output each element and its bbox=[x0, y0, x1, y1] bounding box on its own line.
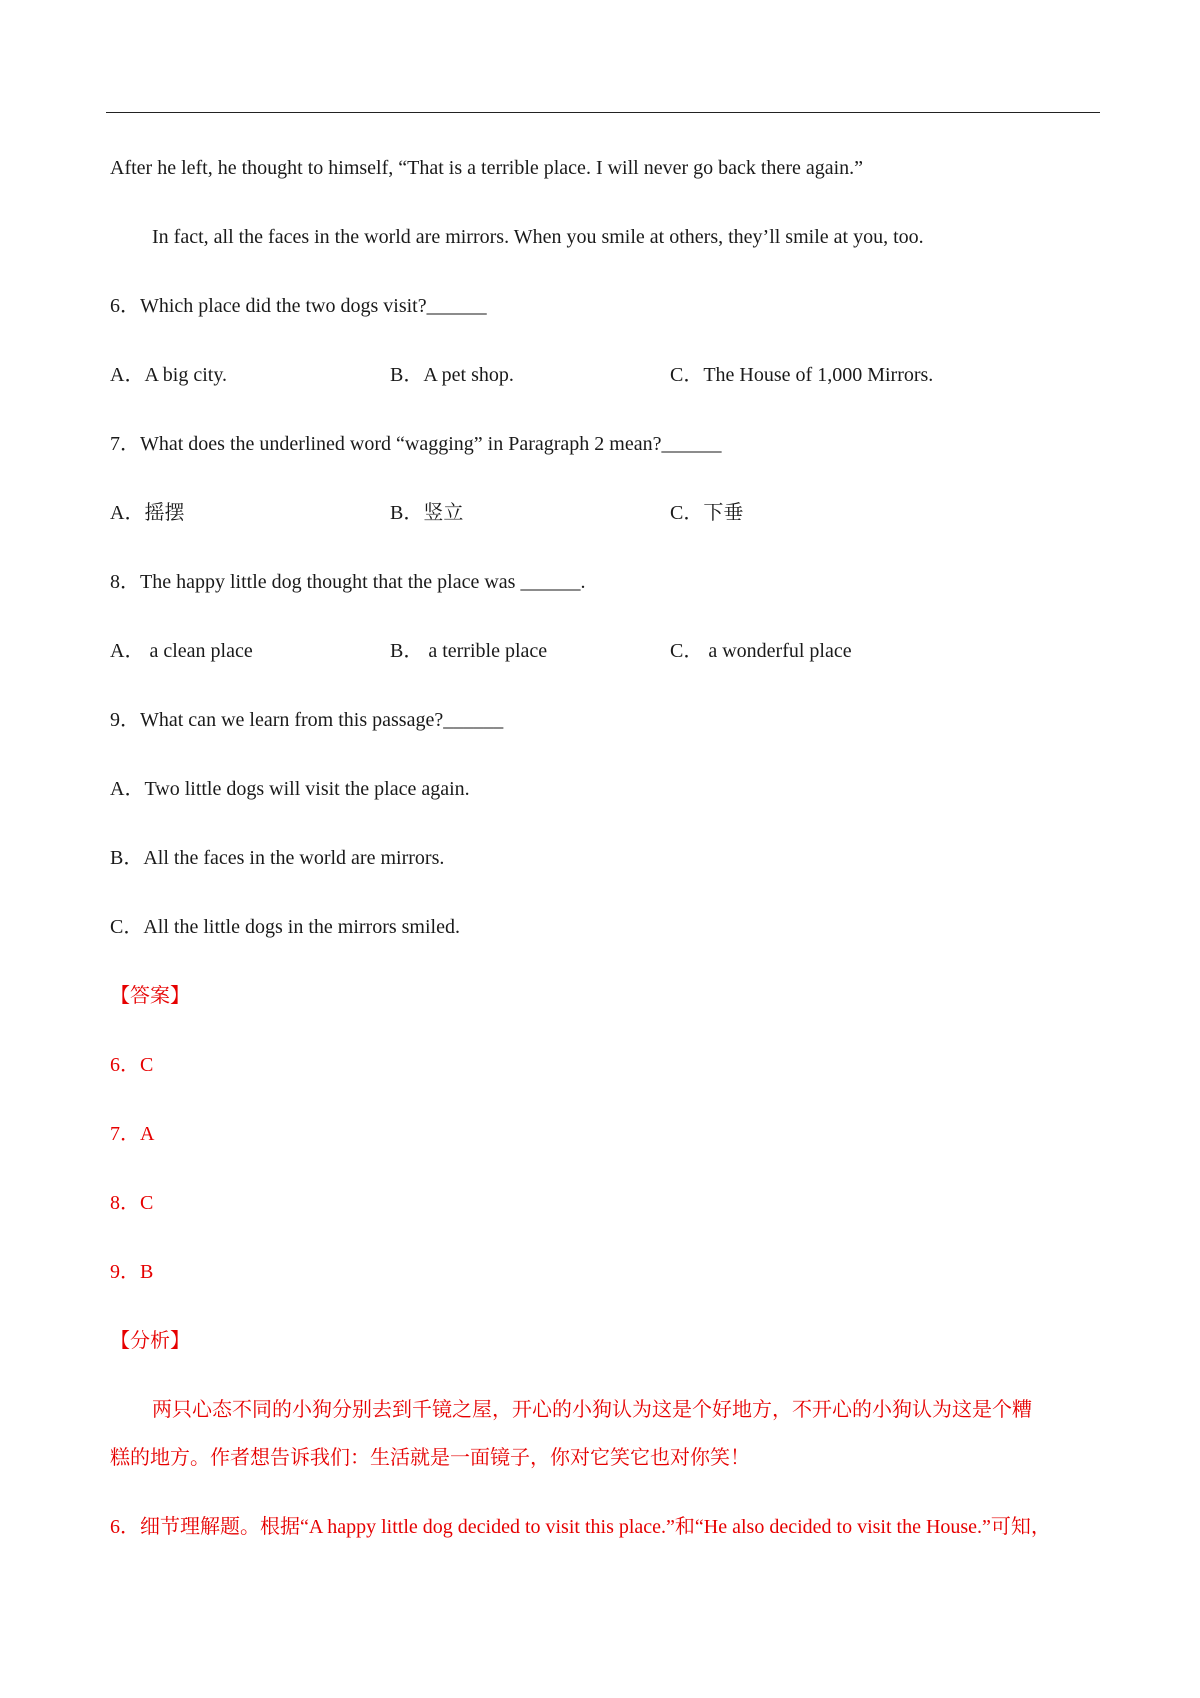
option-b: B．All the faces in the world are mirrors. bbox=[110, 847, 445, 869]
question-stem: 9．What can we learn from this passage?______ bbox=[110, 709, 504, 731]
answer-item: 8．C bbox=[110, 1192, 154, 1214]
analysis-heading: 【分析】 bbox=[110, 1330, 190, 1352]
option-a: A．摇摆 bbox=[110, 502, 185, 524]
option-b: B． a terrible place bbox=[390, 640, 548, 662]
option-c: C．All the little dogs in the mirrors smiled. bbox=[110, 916, 460, 938]
analysis-paragraph-line: 糕的地方。作者想告诉我们：生活就是一面镜子，你对它笑它也对你笑！ bbox=[110, 1447, 750, 1469]
answer-item: 6．C bbox=[110, 1054, 154, 1076]
question-stem: 8．The happy little dog thought that the place was ______. bbox=[110, 571, 586, 593]
option-c: C．The House of 1,000 Mirrors. bbox=[670, 364, 934, 386]
answer-item: 9．B bbox=[110, 1261, 154, 1283]
passage-line: After he left, he thought to himself, “That is a terrible place. I will never go back there again.” bbox=[110, 157, 864, 179]
answer-heading: 【答案】 bbox=[110, 985, 190, 1007]
analysis-detail-line: 6．细节理解题。根据“A happy little dog decided to visit this place.”和“He also decided to visit the House.”可知， bbox=[110, 1516, 1051, 1538]
option-b: B．竖立 bbox=[390, 502, 464, 524]
option-a: A． a clean place bbox=[110, 640, 253, 662]
option-b: B．A pet shop. bbox=[390, 364, 514, 386]
answer-item: 7．A bbox=[110, 1123, 155, 1145]
analysis-paragraph-line: 两只心态不同的小狗分别去到千镜之屋，开心的小狗认为这是个好地方，不开心的小狗认为这是个糟 bbox=[152, 1399, 1032, 1421]
option-c: C．下垂 bbox=[670, 502, 744, 524]
question-stem: 6．Which place did the two dogs visit?______ bbox=[110, 295, 487, 317]
question-stem: 7．What does the underlined word “wagging” in Paragraph 2 mean?______ bbox=[110, 433, 722, 455]
passage-line: In fact, all the faces in the world are mirrors. When you smile at others, they’ll smile at you, too. bbox=[152, 226, 924, 248]
header-rule bbox=[106, 112, 1100, 113]
option-c: C． a wonderful place bbox=[670, 640, 852, 662]
option-a: A．A big city. bbox=[110, 364, 228, 386]
option-a: A．Two little dogs will visit the place again. bbox=[110, 778, 470, 800]
